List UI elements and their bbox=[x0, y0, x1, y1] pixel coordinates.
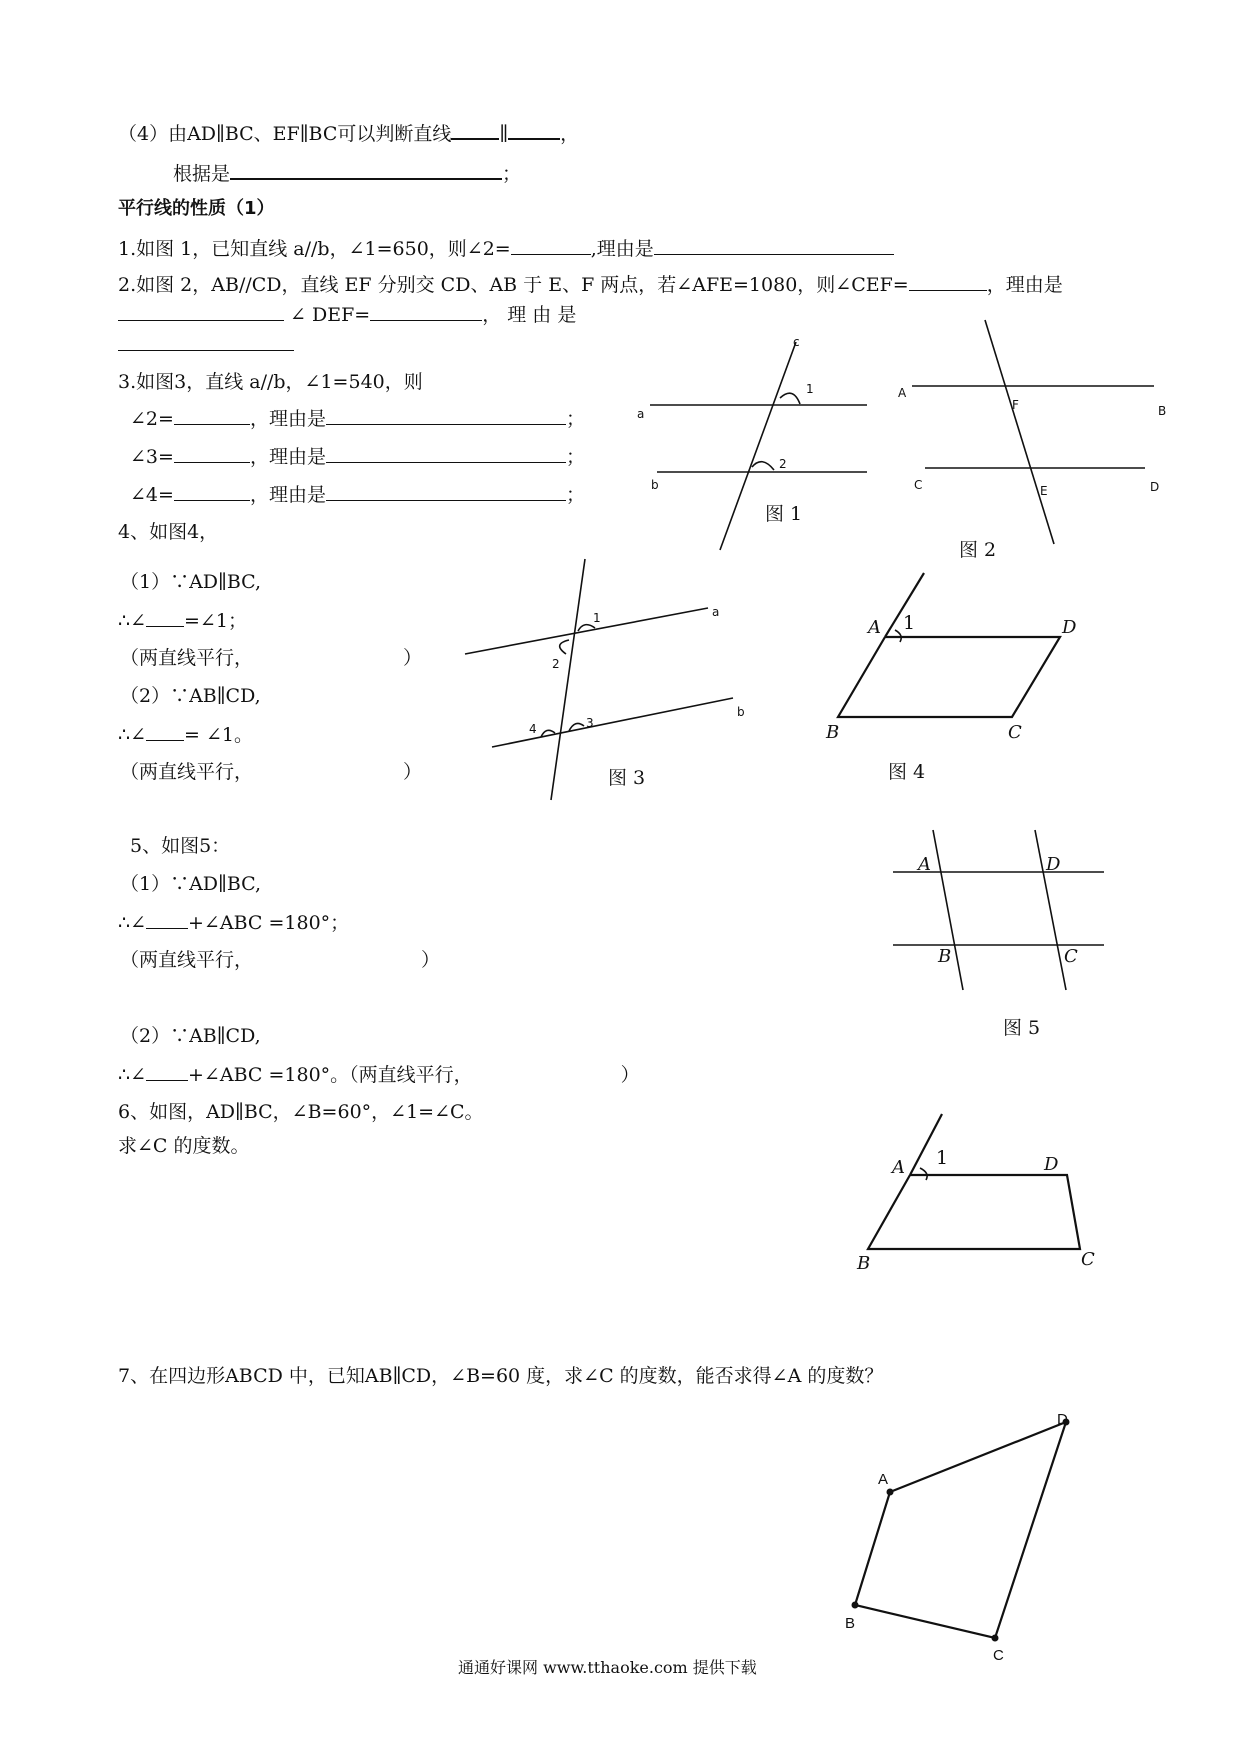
reason-label: ，理由是 bbox=[986, 274, 1063, 296]
reason-label: ,理由是 bbox=[590, 238, 654, 260]
label-2: 2 bbox=[779, 457, 787, 471]
figure-1 bbox=[637, 335, 867, 550]
transversal bbox=[551, 559, 585, 800]
label-b: b bbox=[737, 705, 745, 719]
reason-open: （两直线平行， bbox=[120, 647, 254, 669]
footer-credit: 通通好课网 www.tthaoke.com 提供下载 bbox=[458, 1658, 757, 1677]
angle-sum-reason: +∠ABC =180°。（两直线平行， bbox=[188, 1064, 473, 1086]
figure-4-caption: 图 4 bbox=[888, 761, 926, 783]
reason-open: （两直线平行， bbox=[120, 949, 254, 971]
label-C: C bbox=[1064, 946, 1078, 967]
problem-3-intro: 3.如图3，直线 a//b，∠1=540，则 bbox=[118, 371, 423, 393]
parallelogram bbox=[838, 637, 1060, 717]
therefore-angle: ∴∠ bbox=[118, 912, 147, 934]
label-B: B bbox=[938, 946, 952, 967]
reason-close: ） bbox=[421, 949, 441, 971]
label-a: a bbox=[712, 605, 720, 619]
angle-label: ∠4= bbox=[130, 484, 174, 506]
figure-2-caption: 图 2 bbox=[959, 539, 997, 561]
label-F: F bbox=[1012, 398, 1019, 412]
angle-2-arc bbox=[752, 462, 774, 470]
label-b: b bbox=[651, 478, 659, 492]
label-A: A bbox=[892, 1157, 905, 1178]
label-3: 3 bbox=[586, 716, 594, 730]
punct: ； bbox=[502, 163, 522, 185]
angle-2-arc bbox=[560, 640, 569, 654]
problem-4-step1: （1）∵AD∥BC, bbox=[120, 571, 262, 593]
label-C: C bbox=[1008, 722, 1022, 743]
reason-label: ，理由是 bbox=[249, 484, 326, 506]
reason-label: ，理由是 bbox=[249, 408, 326, 430]
label-c: c bbox=[793, 335, 800, 349]
label-A: A bbox=[898, 386, 907, 400]
angle-label: ∠3= bbox=[130, 446, 174, 468]
angle-def-label: ∠ DEF= bbox=[290, 304, 371, 326]
problem-1-text: 1.如图 1，已知直线 a//b，∠1=650，则∠2= bbox=[118, 238, 511, 260]
basis-label: 根据是 bbox=[173, 163, 231, 185]
figure-2 bbox=[898, 320, 1166, 561]
label-D: D bbox=[1044, 1154, 1059, 1175]
label-A: A bbox=[918, 854, 931, 875]
problem-5-step4: （2）∵AB∥CD, bbox=[120, 1025, 261, 1047]
point-C bbox=[992, 1635, 999, 1642]
label-A: A bbox=[878, 1471, 889, 1488]
problem-4-intro: 4、如图4， bbox=[118, 521, 219, 543]
equals-angle-1: =∠1； bbox=[184, 610, 247, 632]
punct: ； bbox=[565, 408, 585, 430]
label-D: D bbox=[1062, 617, 1077, 638]
problem-4-step4: （2）∵AB∥CD, bbox=[120, 685, 261, 707]
figure-5 bbox=[893, 830, 1104, 1039]
label-1: 1 bbox=[593, 611, 601, 625]
angle-1-arc bbox=[780, 393, 800, 404]
trapezoid bbox=[868, 1175, 1080, 1249]
label-B: B bbox=[845, 1615, 856, 1632]
label-C: C bbox=[914, 478, 923, 492]
punct: ； bbox=[565, 484, 585, 506]
reason-label: ，理由是 bbox=[249, 446, 326, 468]
label-D: D bbox=[1046, 854, 1061, 875]
problem-6-line2: 求∠C 的度数。 bbox=[118, 1135, 250, 1157]
therefore-angle: ∴∠ bbox=[118, 610, 147, 632]
label-B: B bbox=[826, 722, 840, 743]
label-2: 2 bbox=[552, 657, 560, 671]
figure-6 bbox=[856, 1114, 1095, 1274]
line-a bbox=[465, 608, 708, 654]
parallel-symbol: ∥ bbox=[499, 123, 509, 145]
quadrilateral-abcd bbox=[855, 1422, 1066, 1638]
problem-6-line1: 6、如图，AD∥BC，∠B=60°，∠1=∠C。 bbox=[118, 1101, 484, 1123]
problem-5-intro: 5、如图5： bbox=[130, 835, 231, 857]
figure-3 bbox=[465, 559, 745, 800]
problem-7-line1: 7、在四边形ABCD 中，已知AB∥CD，∠B=60 度，求∠C 的度数，能否求得∠A 的度数？ bbox=[118, 1365, 884, 1387]
figure-4 bbox=[825, 573, 1077, 783]
reason-close: ） bbox=[620, 1064, 640, 1086]
therefore-angle: ∴∠ bbox=[118, 724, 147, 746]
angle-sum: +∠ABC =180°； bbox=[188, 912, 350, 934]
section-title: 平行线的性质（1） bbox=[118, 198, 275, 219]
label-a: a bbox=[637, 407, 645, 421]
label-1: 1 bbox=[806, 382, 814, 396]
label-D: D bbox=[1057, 1411, 1068, 1428]
label-1: 1 bbox=[936, 1147, 949, 1169]
equals-angle-1: = ∠1。 bbox=[184, 724, 253, 746]
reason-label: ， 理 由 是 bbox=[482, 304, 577, 326]
reason-close: ） bbox=[403, 647, 423, 669]
point-B bbox=[852, 1602, 859, 1609]
reason-open: （两直线平行， bbox=[120, 761, 254, 783]
line-ef bbox=[985, 320, 1054, 544]
label-1: 1 bbox=[903, 612, 916, 634]
label-B: B bbox=[857, 1253, 871, 1274]
figure-3-caption: 图 3 bbox=[608, 767, 646, 789]
figure-7 bbox=[845, 1411, 1070, 1664]
figure-1-caption: 图 1 bbox=[765, 503, 803, 525]
label-B: B bbox=[1158, 404, 1167, 418]
punct: ， bbox=[560, 123, 580, 145]
problem-2-text: 2.如图 2，AB//CD，直线 EF 分别交 CD、AB 于 E、F 两点，若∠AFE=1080，则∠CEF= bbox=[118, 274, 909, 296]
label-E: E bbox=[1040, 484, 1048, 498]
problem-5-step1: （1）∵AD∥BC, bbox=[120, 873, 262, 895]
figure-5-caption: 图 5 bbox=[1003, 1017, 1041, 1039]
q4-text: （4）由AD∥BC、EF∥BC可以判断直线 bbox=[118, 123, 452, 145]
reason-close: ） bbox=[403, 761, 423, 783]
label-C: C bbox=[1081, 1249, 1095, 1270]
therefore-angle: ∴∠ bbox=[118, 1064, 147, 1086]
angle-label: ∠2= bbox=[130, 408, 174, 430]
point-A bbox=[887, 1489, 894, 1496]
punct: ； bbox=[565, 446, 585, 468]
label-C: C bbox=[993, 1647, 1004, 1664]
label-4: 4 bbox=[529, 722, 537, 736]
label-A: A bbox=[868, 617, 881, 638]
label-D: D bbox=[1150, 480, 1160, 494]
